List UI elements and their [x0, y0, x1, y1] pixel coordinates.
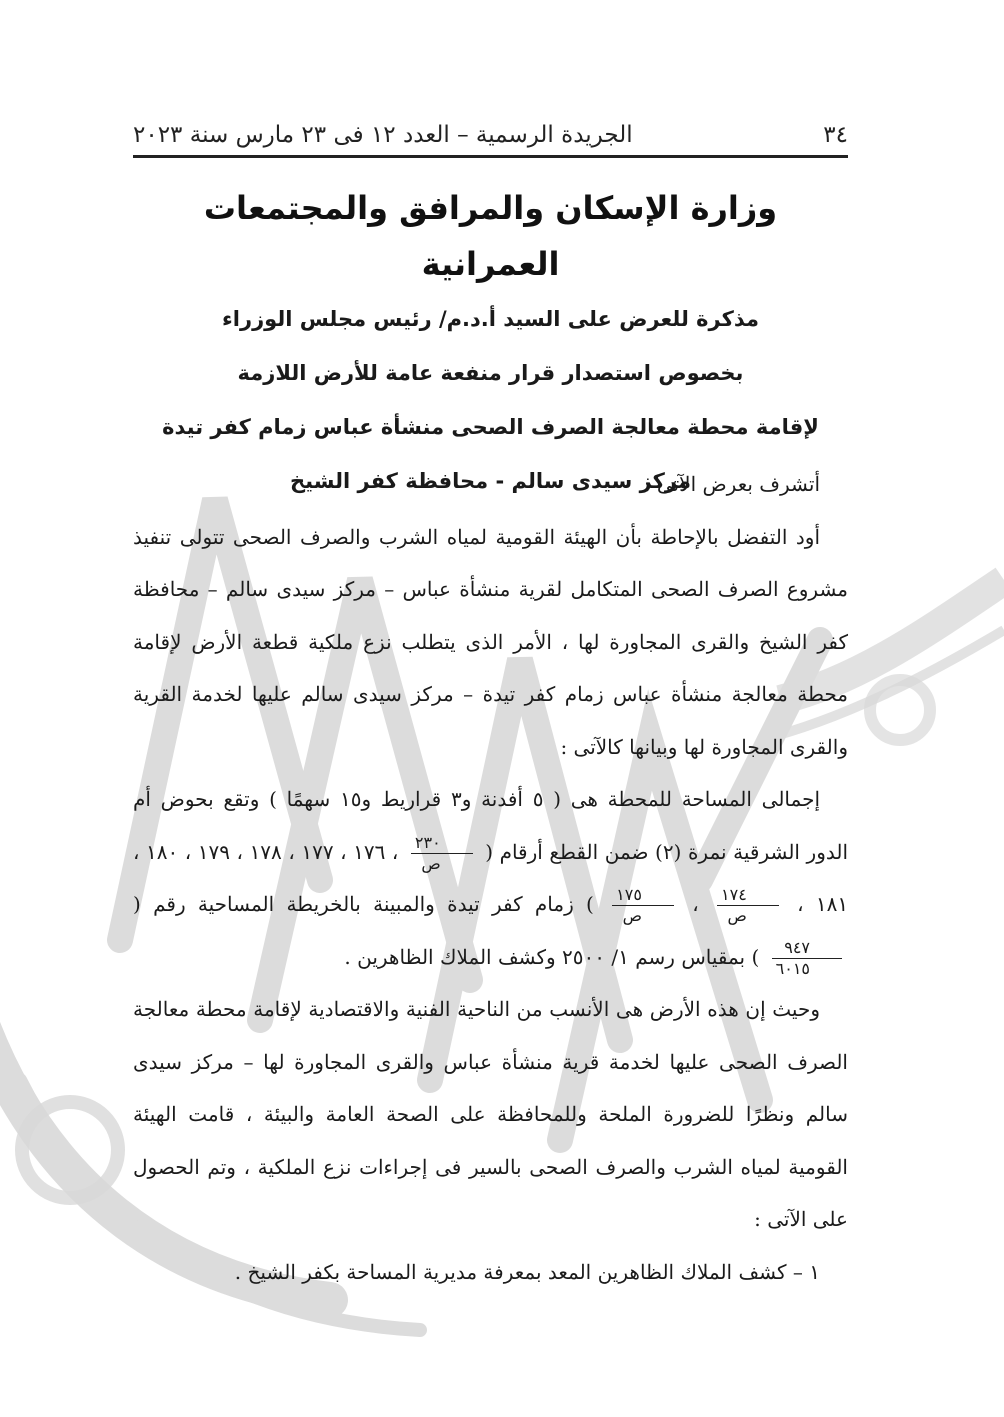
header-rule [133, 155, 848, 158]
fraction-numerator: ١٧٥ [616, 885, 642, 904]
greeting: أتشرف بعرض الآتى : [643, 472, 820, 496]
memo-body [133, 458, 848, 1298]
fraction-numerator: ٩٤٧ [784, 937, 810, 957]
memo-subject: بخصوص استصدار قرار منفعة عامة للأرض اللازمة [237, 361, 744, 385]
fraction-230 [411, 833, 473, 874]
memo-location: مركز سيدى سالم - محافظة كفر الشيخ [290, 469, 691, 493]
paragraph-3: وحيث إن هذه الأرض هى الأنسب من الناحية الفنية والاقتصادية لإقامة محطة معالجة الصرف الصحى عليها لخدمة قرية منشأة عباس والقرى المجاورة لها – مركز سيدى سالم ونظرًا للضرورة الملحة وللمحافظة على الصحة العامة والبيئة ، قامت الهيئة القومية لمياه الشرب والصرف الصحى بالسير فى إجراءات نزع الملكية ، وتم الحصول على الآتى : [133, 997, 848, 1231]
ministry-title: وزارة الإسكان والمرافق والمجتمعات العمرانية [203, 189, 778, 283]
fraction-denominator: ص [411, 853, 473, 874]
paragraph-2 [133, 773, 848, 983]
fraction-numerator: ٢٣٠ [414, 832, 441, 852]
page-header [133, 112, 848, 158]
fraction-denominator: ص [717, 905, 779, 926]
memo-title: مذكرة للعرض على السيد أ.د.م/ رئيس مجلس الوزراء [222, 307, 759, 331]
p2-part-e: ) بمقياس رسم ١/ ٢٥٠٠ وكشف الملاك الظاهرين . [344, 944, 760, 969]
memo-purpose: لإقامة محطة معالجة الصرف الصحى منشأة عباس زمام كفر تيدة [162, 415, 819, 439]
p2-part-a: إجمالى المساحة للمحطة هى ( ٥ أفدنة و٣ قراريط و١٥ سهمًا ) وتقع بحوض أم الدور الشرقية نمرة (٢) ضمن القطع أرقام ( [133, 787, 848, 864]
fraction-map-number [772, 938, 842, 979]
fraction-175 [612, 885, 674, 926]
page-number: ٣٤ [823, 122, 848, 148]
fraction-numerator: ١٧٤ [721, 885, 747, 904]
p2-part-b: ، ١٧٦ ، ١٧٧ ، ١٧٨ ، ١٧٩ ، ١٨٠ ، ١٨١ ، [133, 839, 849, 916]
p2-part-c: ، [692, 892, 699, 916]
fraction-denominator: ٦٠١٥ [772, 958, 842, 979]
p2-part-d: ) زمام كفر تيدة والمبينة بالخريطة المساحية رقم ( [133, 892, 594, 916]
list-item: ١ – كشف الملاك الظاهرين المعد بمعرفة مديرية المساحة بكفر الشيخ . [234, 1259, 820, 1284]
fraction-denominator: ص [612, 905, 674, 926]
paragraph-1: أود التفضل بالإحاطة بأن الهيئة القومية لمياه الشرب والصرف الصحى تتولى تنفيذ مشروع الصرف الصحى المتكامل لقرية منشأة عباس – مركز سيدى سالم – محافظة كفر الشيخ والقرى المجاورة لها ، الأمر الذى يتطلب نزع ملكية قطعة الأرض لإقامة محطة معالجة منشأة عباس زمام كفر تيدة – مركز سيدى سالم عليها لخدمة القرية والقرى المجاورة لها وبيانها كالآتى : [133, 524, 848, 759]
fraction-174 [717, 885, 779, 926]
publication-line: الجريدة الرسمية – العدد ١٢ فى ٢٣ مارس سنة ٢٠٢٣ [133, 122, 633, 148]
